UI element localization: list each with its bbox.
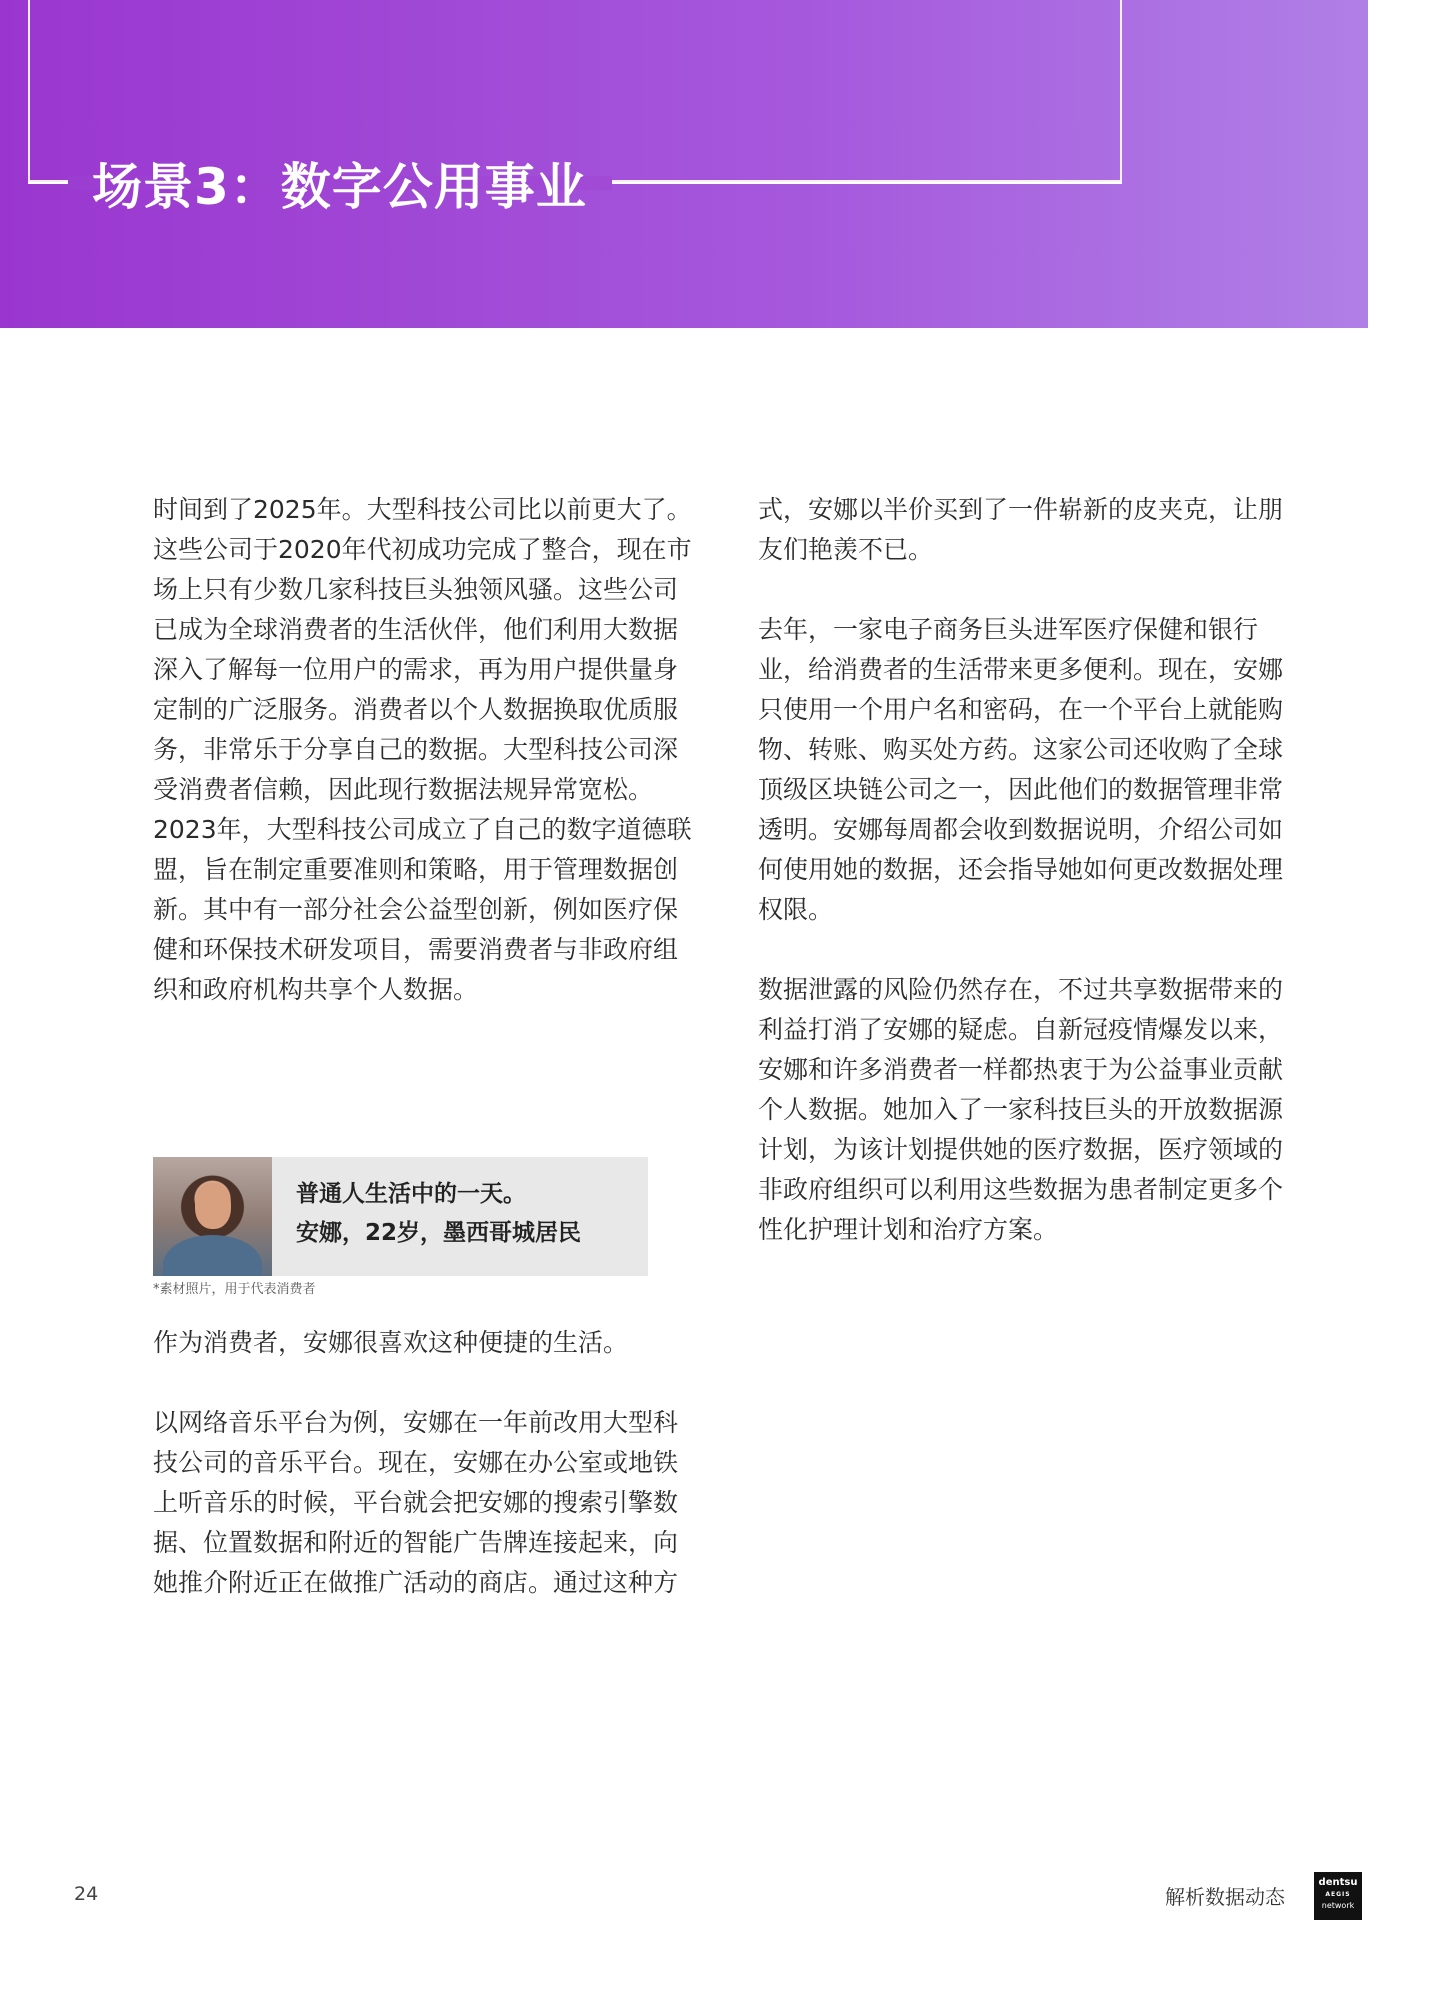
body-paragraph: 数据泄露的风险仍然存在，不过共享数据带来的利益打消了安娜的疑虑。自新冠疫情爆发以来，安娜和许多消费者一样都热衷于为公益事业贡献个人数据。她加入了一家科技巨头的开放数据源计划，为该计划提供她的医疗数据，医疗领域的非政府组织可以利用这些数据为患者制定更多个性化护理计划和治疗方案。 (758, 975, 1284, 1244)
body-paragraph: 时间到了2025年。大型科技公司比以前更大了。这些公司于2020年代初成功完成了整合，现在市场上只有少数几家科技巨头独领风骚。这些公司已成为全球消费者的生活伙伴，他们利用大数据深入了解每一位用户的需求，再为用户提供量身定制的广泛服务。消费者以个人数据换取优质服务，非常乐于分享自己的数据。大型科技公司深受消费者信赖，因此现行数据法规异常宽松。2023年，大型科技公司成立了自己的数字道德联盟，旨在制定重要准则和策略，用于管理数据创新。其中有一部分社会公益型创新，例如医疗保健和环保技术研发项目，需要消费者与非政府组织和政府机构共享个人数据。 (153, 495, 692, 1004)
footer-doc-title: 解析数据动态 (1165, 1885, 1285, 1909)
page-number: 24 (74, 1883, 99, 1905)
title-rule-left (28, 182, 68, 184)
body-paragraph: 以网络音乐平台为例，安娜在一年前改用大型科技公司的音乐平台。现在，安娜在办公室或地铁上听音乐的时候，平台就会把安娜的搜索引擎数据、位置数据和附近的智能广告牌连接起来，向她推介附近正在做推广活动的商店。通过这种方 (153, 1408, 679, 1597)
page-title: 场景3：数字公用事业 (92, 158, 587, 216)
right-column (758, 490, 1303, 1290)
profile-card (153, 1157, 648, 1276)
logo-line2: AEGIS (1325, 1891, 1351, 1898)
profile-line1: 普通人生活中的一天。 (296, 1181, 526, 1207)
avatar (153, 1157, 272, 1276)
logo-line3: network (1321, 1901, 1355, 1910)
avatar-shoulders (163, 1235, 262, 1276)
body-paragraph: 去年，一家电子商务巨头进军医疗保健和银行业，给消费者的生活带来更多便利。现在，安娜只使用一个用户名和密码，在一个平台上就能购物、转账、购买处方药。这家公司还收购了全球顶级区块链公司之一，因此他们的数据管理非常透明。安娜每周都会收到数据说明，介绍公司如何使用她的数据，还会指导她如何更改数据处理权限。 (758, 615, 1284, 924)
avatar-face (195, 1183, 231, 1229)
photo-caption: *素材照片，用于代表消费者 (153, 1282, 316, 1297)
dentsu-logo (1314, 1872, 1362, 1920)
body-paragraph: 作为消费者，安娜很喜欢这种便捷的生活。 (153, 1328, 629, 1357)
left-column-continued (153, 1323, 693, 1643)
title-rule-right (612, 182, 1122, 184)
left-column (153, 490, 693, 1050)
profile-line2: 安娜，22岁，墨西哥城居民 (296, 1220, 582, 1246)
logo-line1: dentsu (1318, 1877, 1358, 1888)
body-paragraph: 式，安娜以半价买到了一件崭新的皮夹克，让朋友们艳羡不已。 (758, 495, 1284, 564)
profile-text (296, 1175, 581, 1253)
